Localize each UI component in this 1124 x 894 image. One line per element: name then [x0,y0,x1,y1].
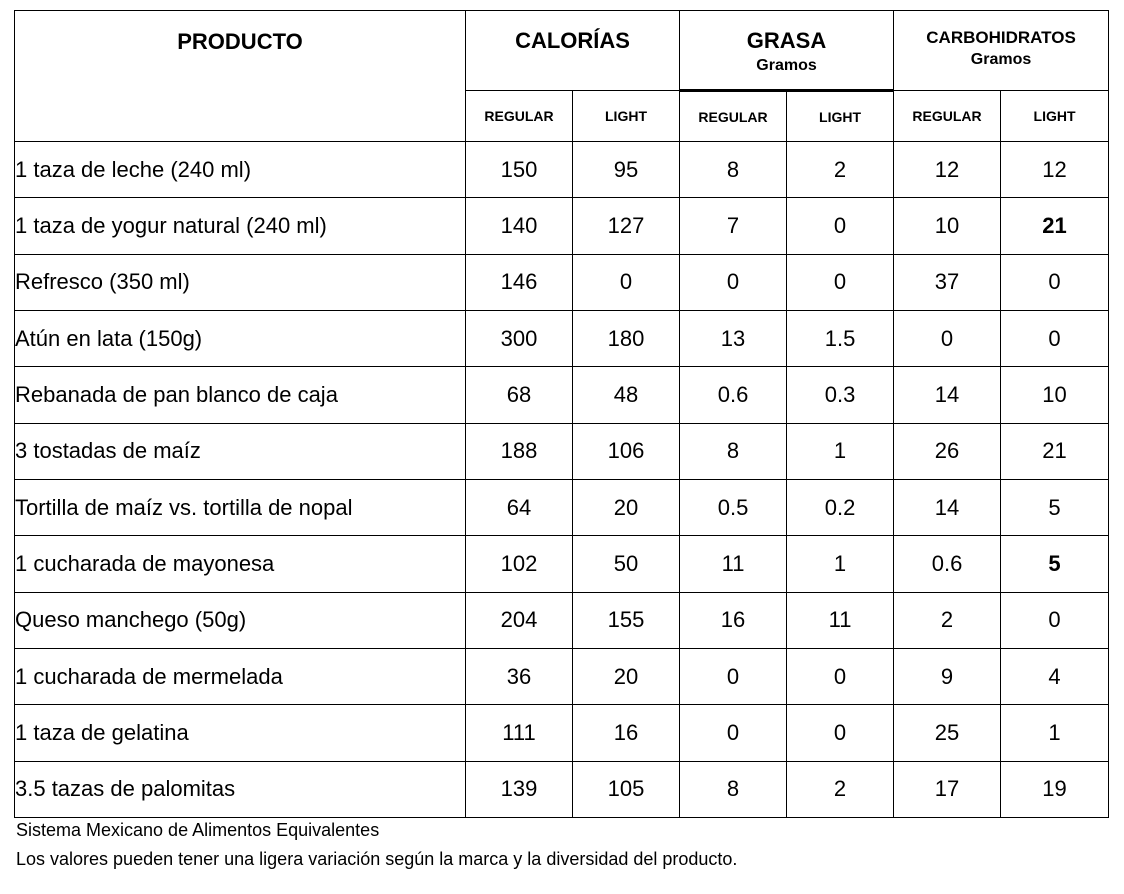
carbohidratos-regular-cell: 26 [894,423,1001,479]
grasa-regular-cell: 8 [680,761,787,817]
table-row [15,198,1109,254]
carbohidratos-regular-cell: 0 [894,310,1001,366]
calorias-regular-cell: 300 [466,310,573,366]
grasa-light-cell: 1 [787,536,894,592]
table-row [15,479,1109,535]
footer-source: Sistema Mexicano de Alimentos Equivalentes [16,820,380,840]
header-carbohidratos [894,11,1109,91]
header-grasa [680,11,894,91]
table-row [15,592,1109,648]
calorias-regular-cell: 140 [466,198,573,254]
carbohidratos-regular-cell: 37 [894,254,1001,310]
grasa-regular-cell: 0 [680,648,787,704]
product-name-cell: 1 cucharada de mayonesa [15,536,466,592]
subheader-carbohidratos-regular: REGULAR [894,91,1001,142]
calorias-regular-cell: 111 [466,705,573,761]
header-calorias-label: CALORÍAS [515,28,630,53]
calorias-regular-cell: 36 [466,648,573,704]
table-row [15,310,1109,366]
carbohidratos-light-cell: 19 [1001,761,1109,817]
calorias-light-cell: 48 [573,367,680,423]
footer-note: Los valores pueden tener una ligera variación según la marca y la diversidad del producto. [16,849,738,869]
grasa-regular-cell: 8 [680,142,787,198]
product-name-cell: Rebanada de pan blanco de caja [15,367,466,423]
grasa-light-cell: 11 [787,592,894,648]
grasa-regular-cell: 8 [680,423,787,479]
subheader-calorias-light: LIGHT [573,91,680,142]
header-grasa-label: GRASA [746,28,827,53]
grasa-regular-cell: 0.6 [680,367,787,423]
calorias-light-cell: 16 [573,705,680,761]
carbohidratos-regular-cell: 14 [894,367,1001,423]
carbohidratos-regular-cell: 2 [894,592,1001,648]
calorias-light-cell: 105 [573,761,680,817]
carbohidratos-regular-cell: 12 [894,142,1001,198]
carbohidratos-regular-cell: 25 [894,705,1001,761]
product-name-cell: Refresco (350 ml) [15,254,466,310]
grasa-regular-cell: 0 [680,705,787,761]
product-name-cell: 1 taza de gelatina [15,705,466,761]
header-producto-label: PRODUCTO [177,29,303,54]
grasa-light-cell: 2 [787,142,894,198]
grasa-regular-cell: 0.5 [680,479,787,535]
table-row [15,367,1109,423]
header-grasa-unit: Gramos [756,57,817,74]
carbohidratos-light-cell: 5 [1001,536,1109,592]
grasa-light-cell: 0 [787,648,894,704]
table-row [15,423,1109,479]
calorias-regular-cell: 188 [466,423,573,479]
calorias-regular-cell: 139 [466,761,573,817]
calorias-light-cell: 180 [573,310,680,366]
grasa-regular-cell: 0 [680,254,787,310]
subheader-grasa-regular: REGULAR [680,91,787,142]
calorias-light-cell: 20 [573,479,680,535]
calorias-regular-cell: 146 [466,254,573,310]
carbohidratos-light-cell: 0 [1001,254,1109,310]
table-row [15,536,1109,592]
header-producto [15,11,466,142]
calorias-regular-cell: 204 [466,592,573,648]
nutrition-table [14,10,1109,818]
carbohidratos-regular-cell: 10 [894,198,1001,254]
carbohidratos-regular-cell: 9 [894,648,1001,704]
table-row [15,705,1109,761]
calorias-light-cell: 50 [573,536,680,592]
grasa-light-cell: 0.3 [787,367,894,423]
grasa-light-cell: 2 [787,761,894,817]
carbohidratos-regular-cell: 17 [894,761,1001,817]
grasa-regular-cell: 7 [680,198,787,254]
calorias-light-cell: 155 [573,592,680,648]
grasa-regular-cell: 13 [680,310,787,366]
product-name-cell: 3.5 tazas de palomitas [15,761,466,817]
grasa-light-cell: 0 [787,254,894,310]
grasa-regular-cell: 11 [680,536,787,592]
product-name-cell: 3 tostadas de maíz [15,423,466,479]
carbohidratos-regular-cell: 14 [894,479,1001,535]
product-name-cell: Tortilla de maíz vs. tortilla de nopal [15,479,466,535]
header-calorias [466,11,680,91]
calorias-light-cell: 20 [573,648,680,704]
grasa-light-cell: 0.2 [787,479,894,535]
carbohidratos-light-cell: 12 [1001,142,1109,198]
product-name-cell: 1 taza de yogur natural (240 ml) [15,198,466,254]
table-row [15,254,1109,310]
product-name-cell: 1 cucharada de mermelada [15,648,466,704]
carbohidratos-light-cell: 5 [1001,479,1109,535]
carbohidratos-light-cell: 21 [1001,198,1109,254]
product-name-cell: 1 taza de leche (240 ml) [15,142,466,198]
product-name-cell: Queso manchego (50g) [15,592,466,648]
calorias-regular-cell: 102 [466,536,573,592]
grasa-light-cell: 1 [787,423,894,479]
table-row [15,648,1109,704]
calorias-regular-cell: 150 [466,142,573,198]
product-name-cell: Atún en lata (150g) [15,310,466,366]
table-body [15,142,1109,818]
table-row [15,142,1109,198]
calorias-light-cell: 0 [573,254,680,310]
carbohidratos-light-cell: 0 [1001,592,1109,648]
carbohidratos-regular-cell: 0.6 [894,536,1001,592]
carbohidratos-light-cell: 10 [1001,367,1109,423]
calorias-light-cell: 95 [573,142,680,198]
grasa-light-cell: 1.5 [787,310,894,366]
calorias-light-cell: 106 [573,423,680,479]
carbohidratos-light-cell: 1 [1001,705,1109,761]
header-row [15,11,1109,91]
subheader-carbohidratos-light: LIGHT [1001,91,1109,142]
subheader-grasa-light: LIGHT [787,91,894,142]
carbohidratos-light-cell: 0 [1001,310,1109,366]
header-carbohidratos-unit: Gramos [970,51,1032,68]
table-row [15,761,1109,817]
header-carbohidratos-label: CARBOHIDRATOS [926,28,1076,47]
calorias-light-cell: 127 [573,198,680,254]
carbohidratos-light-cell: 21 [1001,423,1109,479]
grasa-light-cell: 0 [787,198,894,254]
calorias-regular-cell: 68 [466,367,573,423]
grasa-light-cell: 0 [787,705,894,761]
carbohidratos-light-cell: 4 [1001,648,1109,704]
calorias-regular-cell: 64 [466,479,573,535]
grasa-regular-cell: 16 [680,592,787,648]
subheader-calorias-regular: REGULAR [466,91,573,142]
